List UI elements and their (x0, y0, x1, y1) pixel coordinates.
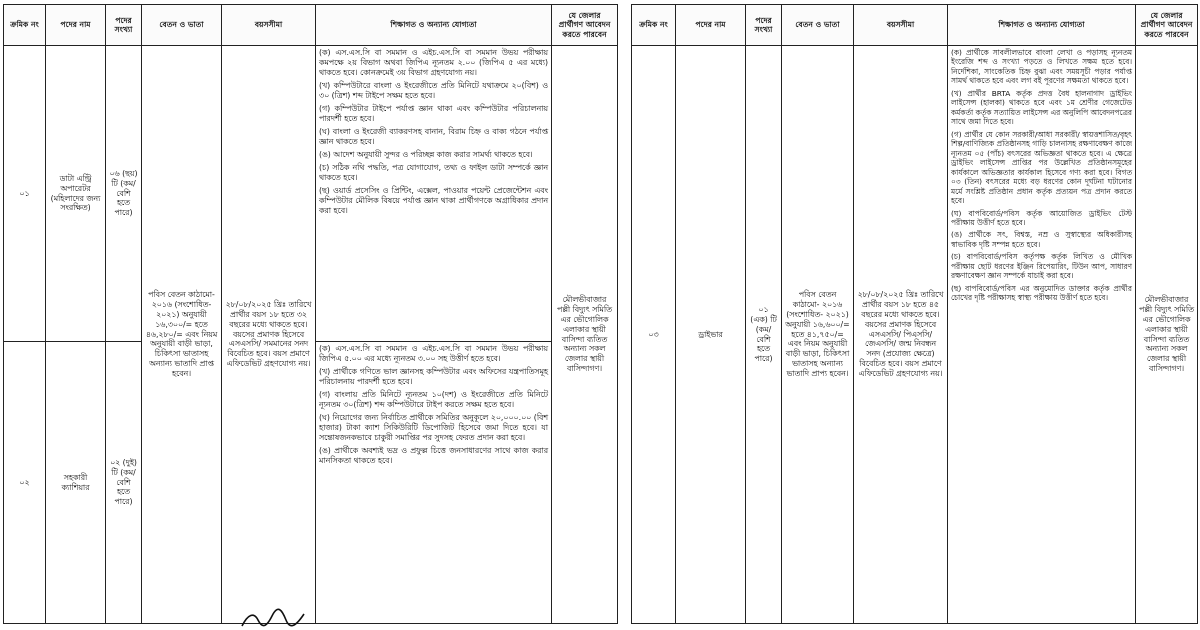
qualification-cell (316, 46, 552, 342)
count-cell: ০৬ (ছয়) টি (কম/ বেশি হতে পারে) (106, 46, 142, 342)
salary-cell: পবিস বেতন কাঠামো- ২০১৬ (সংশোধিত- ২০২১) অনুযায়ী ১৬,৬০০/= হতে ৪১,৭৫০/= এবং নিয়ম অনুযায়ী বাড়ী ভাড়া, চিকিৎসা ভাতাসহ অন্যান্য ভাতাদি প্রাপ্য হবেন। (782, 46, 854, 624)
count-cell: ০২ (দুই) টি (কম/ বেশি হতে পারে) (106, 342, 142, 624)
age-cell: ২৮/০৮/২০২৫ খ্রিঃ তারিখে প্রার্থীর বয়স ১৮ হতে ৪৫ বছরের মধ্যে থাকতে হবে। বয়সের প্রমাণক হিসেবে এসএসসি/ পিএসসি/জেএসসি/ জন্ম নিবন্ধন সনদ (প্রযোজ্য ক্ষেত্রে) বিবেচিত হবে। বয়স প্রমাণে এফিডেভিট গ্রহণযোগ্য নয়। (854, 46, 948, 624)
header-post: পদের নাম (676, 5, 746, 46)
age-cell: ২৮/০৮/২০২৫ খ্রিঃ তারিখে প্রার্থীর বয়স ১৮ হতে ৩২ বছরের মধ্যে থাকতে হবে। বয়সের প্রমাণক হিসেবে এসএসসি/ সমমানের সনদ বিবেচিত হবে। বয়স প্রমাণে এফিডেভিট গ্রহণযোগ্য নয়। (222, 46, 316, 624)
district-cell: মৌলভীবাজার পল্লী বিদ্যুৎ সমিতি এর ভৌগোলিক এলাকার স্থায়ী বাসিন্দা ব্যতিত অন্যান্য সকল জেলার স্থায়ী বাসিন্দাগণ। (552, 46, 618, 624)
qualification-item: (ঘ) বাপবিবোর্ড/পবিস কর্তৃক আয়োজিত ড্রাইভিং টেস্ট পরীক্ষায় উত্তীর্ণ হতে হবে। (951, 208, 1132, 227)
qualification-item: (ছ) বাপবিবোর্ড/পবিস এর অনুমোদিত ডাক্তার কর্তৃক প্রার্থীর চোখের দৃষ্টি পরীক্ষাসহ স্বাস্থ্য পরীক্ষায় উত্তীর্ণ হতে হবে। (951, 283, 1132, 303)
header-age: বয়সসীমা (854, 5, 948, 46)
table-row (4, 46, 618, 342)
qualification-item: (ঘ) বাংলা ও ইংরেজী ব্যাকরণসহ বানান, বিরাম চিহ্ন ও বাক্য গঠনে পর্যাপ্ত জ্ঞান থাকতে হবে। (319, 126, 548, 146)
salary-cell: পবিস বেতন কাঠামো- ২০১৬ (সংশোধিত- ২০২১) অনুযায়ী ১৬,৩০০/= হতে ৪৬,২৮০/= এবং নিয়ম অনুযায়ী বাড়ী ভাড়া, চিকিৎসা ভাতাসহ অন্যান্য ভাতাদি প্রাপ্ত হবেন। (142, 46, 222, 624)
right-header-row (632, 5, 1198, 46)
signature-mark (238, 606, 308, 630)
qualification-item: (গ) বাংলায় প্রতি মিনিটে ন্যূনতম ১০(দশ) ও ইংরেজীতে প্রতি মিনিটে ন্যূনতম ৩০(ত্রিশ) শব্দ কম্পিউটারে টাইপ করতে সক্ষম হতে হবে। (319, 389, 548, 409)
header-district: যে জেলার প্রার্থীগণ আবেদন করতে পারবেন (552, 5, 618, 46)
qualification-item: (ছ) ওয়ার্ড প্রসেসিং ও প্রিন্টিং, এক্সেল, পাওয়ার পয়েন্ট প্রেজেন্টেশন এবং কম্পিউটার মৌলিক বিষয়ে পর্যাপ্ত জ্ঞান থাকা প্রার্থীগণকে অগ্রাধিকার প্রদান করা হবে। (319, 185, 548, 215)
left-job-table (3, 4, 618, 624)
header-salary: বেতন ও ভাতা (782, 5, 854, 46)
page-gutter (619, 0, 631, 630)
serial-cell: ০১ (4, 46, 46, 342)
serial-cell: ০৩ (632, 46, 676, 624)
header-qualification: শিক্ষাগত ও অন্যান্য যোগ্যতা (316, 5, 552, 46)
table-row (632, 46, 1198, 624)
qualification-item: (ঙ) আদেশ অনুযায়ী সুন্দর ও পরিচ্ছন্ন কাজ করার সামর্থ্য থাকতে হবে। (319, 149, 533, 159)
header-qualification: শিক্ষাগত ও অন্যান্য যোগ্যতা (948, 5, 1136, 46)
post-cell: সহকারী ক্যাশিয়ার (46, 342, 106, 624)
qualification-item: (চ) সঠিক নথি পদ্ধতি, পত্র যোগাযোগ, তথ্য ও ফাইল ডাটা সম্পর্কে জ্ঞান থাকতে হবে। (319, 162, 548, 182)
header-district: যে জেলার প্রার্থীগণ আবেদন করতে পারবেন (1136, 5, 1198, 46)
qualification-cell (948, 46, 1136, 624)
qualification-item: (গ) কম্পিউটার টাইপে পর্যাপ্ত জ্ঞান থাকা এবং কম্পিউটার পরিচালনায় পারদর্শী হতে হবে। (319, 103, 548, 123)
district-cell: মৌলভীবাজার পল্লী বিদ্যুৎ সমিতি এর ভৌগোলিক এলাকার স্থায়ী বাসিন্দা ব্যতিত অন্যান্য সকল জেলার স্থায়ী বাসিন্দাগণ। (1136, 46, 1198, 624)
header-serial: ক্রমিক নং (632, 5, 676, 46)
qualification-item: (খ) প্রার্থীর BRTA কর্তৃক প্রদত্ত বৈধ হালনাগাদ ড্রাইভিং লাইসেন্স (হালকা) থাকতে হবে এবং ১ম শ্রেণীর গেজেটেড কর্মকর্তা কর্তৃক সত্যায়িত লাইসেন্স এর অনুলিপি আবেদনপত্রের সাথে জমা দিতে হবে। (951, 88, 1132, 127)
header-salary: বেতন ও ভাতা (142, 5, 222, 46)
qualification-item: (ক) এস.এস.সি বা সমমান ও এইচ.এস.সি বা সমমান উভয় পরীক্ষায় জিপিএ ৫.০০ এর মধ্যে ন্যূনতম ৩.০০ সহ উত্তীর্ণ হতে হবে। (319, 344, 548, 363)
qualification-item: (গ) প্রার্থীর যে কোন সরকারী/আধা সরকারী/ স্বায়ত্তশাসিত/বৃহৎ শিল্প/বাণিজ্যিক প্রতিষ্ঠানসহ গাড়ি চালনাসহ রক্ষণাবেক্ষণ কাজে ন্যূনতম ০৫ (পাঁচ) বৎসরের অভিজ্ঞতা থাকতে হবে। এ ক্ষেত্রে ড্রাইভিং লাইসেন্স প্রাপ্তির পর উল্লেখিত প্রতিষ্ঠানসমূহের কার্যকালে অভিজ্ঞতার কার্যকাল হিসেবে গণ্য করা হবে। বিগত ০৩ (তিন) বৎসরের মধ্যে বড় ধরণের কোন দূর্ঘটনা ঘটানোর মর্মে সংশ্লিষ্ট প্রতিষ্ঠান প্রধান কর্তৃক প্রত্যয়ন পত্র প্রদান করতে হবে। (951, 129, 1132, 206)
qualification-cell (316, 342, 552, 624)
left-header-row (4, 5, 618, 46)
qualification-item: (চ) বাপবিবোর্ড/পবিস কর্তৃপক্ষ কর্তৃক লিখিত ও মৌখিক পরীক্ষায় ছোট ধরণের ইঞ্জিন রিপেয়ারিং, টিউন আপ, সাধারণ রক্ষণাবেক্ষণ জ্ঞান সম্পর্কে যাচাই করা হবে। (951, 252, 1132, 281)
qualification-item: (ঙ) প্রার্থীকে অবশ্যই ভদ্র ও প্রফুল্ল চিত্তে জনসাধারণের সাথে কাজ করার মানসিকতা থাকতে হবে। (319, 445, 548, 465)
header-count: পদের সংখ্যা (106, 5, 142, 46)
qualification-item: (খ) প্রার্থীকে গণিতে ভাল জ্ঞানসহ কম্পিউটার এবং অফিসের যন্ত্রপাতিসমূহ পরিচালনায় পারদর্শী হতে হবে। (319, 366, 548, 386)
header-age: বয়সসীমা (222, 5, 316, 46)
right-job-table (631, 4, 1198, 624)
qualification-item: (ক) প্রার্থীকে সাবলীলভাবে বাংলা লেখা ও পড়াসহ ন্যূনতম ইংরেজি শব্দ ও সংখ্যা পড়তে ও লিখতে সক্ষম হতে হবে। নির্দেশিকা, সাংকেতিক চিহ্ন বুঝা এবং সময়সূচী পড়ার পর্যাপ্ত সামর্থ থাকতে হবে এবং লগ বই পূরণের সক্ষমতা থাকতে হবে। (951, 48, 1132, 86)
qualification-item: (খ) কম্পিউটারে বাংলা ও ইংরেজীতে প্রতি মিনিটে যথাক্রমে ২০(বিশ) ও ৩০ (ত্রিশ) শব্দ টাইপে সক্ষম হতে হবে। (319, 80, 548, 100)
post-cell: ড্রাইভার (676, 46, 746, 624)
header-count: পদের সংখ্যা (746, 5, 782, 46)
qualification-item: (ঘ) নিয়োগের জন্য নির্বাচিত প্রার্থীকে সমিতির অনুকূলে ২০,০০০.০০ (বিশ হাজার) টাকা ক্যাশ সিকিউরিটি ডিপোজিট হিসেবে জমা দিতে হবে। যা সন্তোষজনকভাবে চাকুরী সমাপ্তির পর সুদসহ ফেরত প্রদান করা হবে। (319, 412, 548, 442)
header-post: পদের নাম (46, 5, 106, 46)
qualification-item: (ঙ) প্রার্থীকে সৎ, বিশ্বস্ত, নম্র ও সুস্বাস্থ্যের অধিকারীসহ স্বাভাবিক দৃষ্টি সম্পন্ন হতে হবে। (951, 230, 1132, 249)
header-serial: ক্রমিক নং (4, 5, 46, 46)
serial-cell: ০২ (4, 342, 46, 624)
qualification-item: (ক) এস.এস.সি বা সমমান ও এইচ.এস.সি বা সমমান উভয় পরীক্ষায় কমপক্ষে ২য় বিভাগ অথবা জিপিএ ন্যূনতম ২.০০ (জিপিএ ৫ এর মধ্যে) থাকতে হবে। কোনক্রমেই ৩য় বিভাগ গ্রহণযোগ্য নয়। (319, 48, 548, 77)
post-cell: ডাটা এন্ট্রি অপারেটর (মহিলাদের জন্য সংরক্ষিত) (46, 46, 106, 342)
count-cell: ০১ (এক) টি (কম/ বেশি হতে পারে) (746, 46, 782, 624)
